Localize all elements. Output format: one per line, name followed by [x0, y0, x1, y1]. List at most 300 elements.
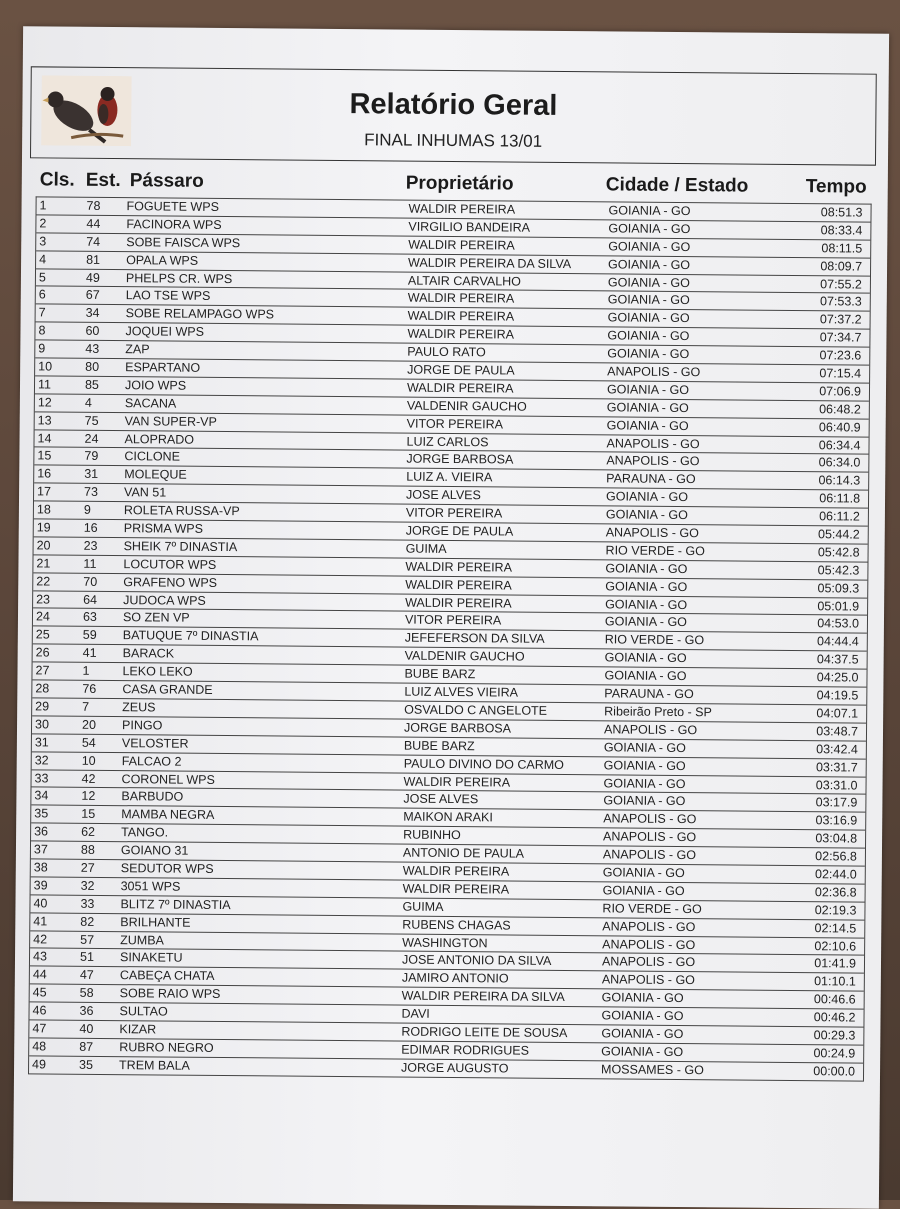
city-state-cell: GOIANIA - GO: [606, 418, 689, 433]
est-cell: 24: [84, 431, 99, 446]
bird-name-cell: VAN SUPER-VP: [124, 413, 217, 429]
time-cell: 06:48.2: [819, 402, 861, 417]
time-cell: 07:37.2: [819, 312, 862, 327]
time-cell: 06:11.8: [819, 491, 861, 506]
est-cell: 44: [86, 216, 101, 231]
cls-cell: 28: [35, 681, 50, 696]
owner-cell: RODRIGO LEITE DE SOUSA: [401, 1024, 568, 1040]
owner-cell: RUBINHO: [403, 827, 461, 843]
bird-name-cell: PRISMA WPS: [123, 521, 204, 536]
cls-cell: 8: [38, 323, 46, 338]
est-cell: 43: [85, 341, 100, 357]
cls-cell: 29: [35, 699, 50, 714]
cls-cell: 26: [35, 645, 50, 660]
cls-cell: 6: [38, 287, 46, 302]
owner-cell: VITOR PEREIRA: [406, 416, 504, 432]
time-cell: 05:44.2: [817, 527, 860, 542]
time-cell: 02:19.3: [814, 902, 857, 918]
bird-name-cell: MAMBA NEGRA: [121, 807, 215, 823]
city-state-cell: GOIANIA - GO: [607, 346, 690, 362]
city-state-cell: GOIANIA - GO: [605, 596, 688, 612]
time-cell: 02:10.6: [814, 938, 857, 954]
cls-cell: 43: [32, 949, 47, 964]
est-cell: 74: [86, 234, 101, 249]
owner-cell: JORGE DE PAULA: [405, 523, 514, 539]
owner-cell: WALDIR PEREIRA: [407, 326, 515, 342]
time-cell: 02:14.5: [814, 920, 857, 936]
owner-cell: ANTONIO DE PAULA: [402, 845, 525, 861]
bird-name-cell: BARBUDO: [121, 789, 184, 805]
cls-cell: 9: [38, 341, 46, 356]
est-cell: 54: [81, 735, 96, 750]
time-cell: 05:42.3: [817, 563, 860, 578]
bird-name-cell: BLITZ 7º DINASTIA: [120, 896, 231, 912]
est-cell: 23: [83, 538, 98, 553]
owner-cell: WALDIR PEREIRA: [405, 595, 512, 611]
bird-name-cell: ESPARTANO: [125, 360, 201, 375]
cls-cell: 15: [37, 448, 52, 463]
bird-name-cell: PHELPS CR. WPS: [125, 270, 233, 286]
report-subtitle: FINAL INHUMAS 13/01: [364, 130, 543, 151]
owner-cell: WALDIR PEREIRA: [406, 380, 514, 396]
est-cell: 80: [85, 359, 100, 374]
city-state-cell: ANAPOLIS - GO: [601, 954, 696, 970]
column-header-cls: Cls.: [39, 169, 75, 191]
bird-name-cell: ZAP: [125, 342, 150, 357]
city-state-cell: GOIANIA - GO: [605, 579, 688, 594]
cls-cell: 3: [39, 234, 47, 249]
time-cell: 00:24.9: [813, 1046, 856, 1061]
bird-name-cell: SOBE RELAMPAGO WPS: [125, 306, 275, 322]
cls-cell: 13: [37, 413, 52, 428]
report-header: [30, 66, 877, 165]
city-state-cell: GOIANIA - GO: [605, 507, 688, 523]
time-cell: 04:07.1: [816, 706, 859, 721]
time-cell: 03:16.9: [815, 813, 858, 828]
owner-cell: JOSE ANTONIO DA SILVA: [401, 952, 552, 969]
cls-cell: 42: [33, 931, 48, 947]
cls-cell: 34: [34, 788, 49, 803]
bird-name-cell: GRAFENO WPS: [123, 574, 218, 590]
est-cell: 32: [80, 878, 95, 893]
cls-cell: 31: [34, 735, 49, 750]
owner-cell: ALTAIR CARVALHO: [407, 273, 521, 289]
est-cell: 70: [83, 574, 98, 589]
city-state-cell: GOIANIA - GO: [606, 400, 689, 415]
time-cell: 07:15.4: [819, 366, 862, 381]
est-cell: 64: [83, 592, 98, 607]
time-cell: 06:11.2: [819, 509, 860, 524]
city-state-cell: GOIANIA - GO: [603, 775, 686, 791]
owner-cell: JAMIRO ANTONIO: [401, 970, 509, 986]
cls-cell: 39: [33, 878, 48, 893]
bird-name-cell: JOIO WPS: [124, 378, 187, 393]
est-cell: 20: [81, 717, 97, 732]
time-cell: 06:40.9: [818, 419, 861, 435]
bird-name-cell: SACANA: [124, 395, 177, 411]
time-cell: 00:46.6: [813, 992, 856, 1007]
cls-cell: 44: [32, 967, 47, 982]
time-cell: 02:44.0: [814, 867, 857, 882]
cls-cell: 33: [34, 770, 49, 785]
bird-name-cell: LOCUTOR WPS: [123, 556, 217, 572]
bird-name-cell: SHEIK 7º DINASTIA: [123, 539, 238, 555]
owner-cell: LUIZ A. VIEIRA: [406, 469, 493, 485]
time-cell: 07:53.3: [819, 294, 862, 310]
bird-name-cell: SOBE RAIO WPS: [119, 986, 221, 1002]
est-cell: 51: [79, 950, 94, 965]
est-cell: 79: [84, 449, 99, 464]
city-state-cell: ANAPOLIS - GO: [606, 435, 700, 451]
est-cell: 7: [82, 699, 90, 714]
est-cell: 62: [81, 824, 96, 840]
cls-cell: 4: [39, 252, 47, 267]
bird-name-cell: CASA GRANDE: [122, 682, 213, 697]
owner-cell: VIRGILIO BANDEIRA: [408, 219, 531, 235]
city-state-cell: GOIANIA - GO: [603, 757, 686, 773]
est-cell: 63: [82, 610, 97, 625]
city-state-cell: GOIANIA - GO: [601, 990, 684, 1006]
column-header-city: Cidade / Estado: [605, 174, 749, 197]
owner-cell: RUBENS CHAGAS: [402, 917, 511, 933]
cls-cell: 18: [36, 502, 51, 517]
cls-cell: 19: [36, 520, 51, 535]
city-state-cell: PARAUNA - GO: [604, 686, 694, 702]
city-state-cell: GOIANIA - GO: [604, 650, 687, 666]
bird-name-cell: KIZAR: [119, 1022, 157, 1037]
bird-name-cell: FALCAO 2: [121, 753, 182, 769]
city-state-cell: GOIANIA - GO: [604, 668, 687, 684]
owner-cell: PAULO DIVINO DO CARMO: [403, 756, 565, 772]
time-cell: 06:34.4: [818, 437, 861, 453]
est-cell: 4: [84, 395, 92, 410]
city-state-cell: GOIANIA - GO: [607, 328, 690, 344]
cls-cell: 38: [33, 860, 48, 875]
cls-cell: 35: [34, 806, 49, 821]
report-title: Relatório Geral: [349, 88, 558, 122]
bird-name-cell: SOBE FAISCA WPS: [126, 234, 241, 250]
est-cell: 35: [79, 1057, 94, 1072]
city-state-cell: GOIANIA - GO: [602, 883, 685, 898]
city-state-cell: GOIANIA - GO: [606, 382, 690, 397]
time-cell: 07:23.6: [819, 348, 862, 363]
column-header-est: Est.: [85, 169, 121, 192]
city-state-cell: ANAPOLIS - GO: [606, 453, 700, 469]
city-state-cell: MOSSAMES - GO: [601, 1062, 704, 1077]
est-cell: 87: [79, 1039, 94, 1054]
city-state-cell: GOIANIA - GO: [607, 274, 690, 290]
city-state-cell: GOIANIA - GO: [605, 489, 689, 505]
est-cell: 75: [84, 413, 99, 428]
bird-name-cell: CORONEL WPS: [121, 771, 215, 787]
bird-name-cell: MOLEQUE: [124, 467, 187, 483]
time-cell: 03:42.4: [816, 741, 858, 757]
owner-cell: WALDIR PEREIRA: [407, 308, 515, 324]
city-state-cell: GOIANIA - GO: [608, 203, 691, 219]
bird-name-cell: CABEÇA CHATA: [119, 968, 215, 984]
owner-cell: WALDIR PEREIRA: [403, 774, 511, 790]
est-cell: 9: [83, 502, 91, 517]
time-cell: 03:31.0: [815, 777, 858, 793]
bird-name-cell: SINAKETU: [119, 950, 183, 966]
est-cell: 88: [80, 842, 95, 857]
owner-cell: GUIMA: [405, 541, 447, 556]
city-state-cell: PARAUNA - GO: [606, 471, 696, 487]
cls-cell: 36: [34, 824, 49, 839]
owner-cell: JORGE DE PAULA: [407, 362, 515, 378]
cls-cell: 11: [37, 377, 52, 392]
cls-cell: 5: [38, 269, 46, 285]
owner-cell: VALDENIR GAUCHO: [404, 648, 525, 664]
city-state-cell: GOIANIA - GO: [601, 1008, 684, 1024]
city-state-cell: GOIANIA - GO: [608, 239, 691, 254]
column-header-owner: Proprietário: [405, 172, 514, 195]
city-state-cell: GOIANIA - GO: [607, 292, 690, 308]
time-cell: 06:34.0: [818, 455, 861, 471]
city-state-cell: GOIANIA - GO: [601, 1026, 684, 1042]
bird-name-cell: TANGO.: [121, 825, 169, 840]
cls-cell: 40: [33, 896, 48, 911]
bird-name-cell: BRILHANTE: [120, 914, 191, 930]
est-cell: 31: [84, 467, 99, 482]
city-state-cell: ANAPOLIS - GO: [602, 918, 696, 934]
time-cell: 04:37.5: [816, 652, 859, 667]
city-state-cell: ANAPOLIS - GO: [605, 525, 699, 541]
cls-cell: 48: [32, 1039, 47, 1054]
est-cell: 49: [85, 270, 100, 285]
bird-name-cell: SO ZEN VP: [122, 610, 190, 626]
city-state-cell: ANAPOLIS - GO: [607, 364, 701, 380]
est-cell: 40: [79, 1021, 94, 1036]
owner-cell: LUIZ ALVES VIEIRA: [404, 684, 519, 700]
cls-cell: 24: [35, 609, 50, 624]
cls-cell: 45: [32, 985, 47, 1000]
city-state-cell: GOIANIA - GO: [602, 865, 685, 881]
time-cell: 06:14.3: [818, 473, 861, 488]
bird-name-cell: RUBRO NEGRO: [119, 1039, 214, 1055]
owner-cell: WALDIR PEREIRA: [402, 881, 510, 897]
bird-name-cell: FOGUETE WPS: [126, 199, 220, 214]
time-cell: 00:46.2: [813, 1010, 856, 1025]
cls-cell: 22: [36, 574, 51, 589]
owner-cell: WALDIR PEREIRA: [405, 559, 513, 575]
time-cell: 01:10.1: [814, 974, 856, 989]
time-cell: 08:11.5: [821, 241, 863, 256]
bird-name-cell: CICLONE: [124, 449, 181, 465]
est-cell: 81: [86, 252, 101, 267]
time-cell: 04:25.0: [816, 670, 859, 685]
city-state-cell: GOIANIA - GO: [601, 1044, 684, 1059]
time-cell: 04:53.0: [817, 616, 860, 632]
city-state-cell: GOIANIA - GO: [603, 740, 686, 755]
owner-cell: JORGE BARBOSA: [403, 720, 512, 736]
cls-cell: 10: [38, 359, 53, 374]
city-state-cell: GOIANIA - GO: [608, 257, 691, 272]
owner-cell: VITOR PEREIRA: [405, 505, 503, 521]
owner-cell: WALDIR PEREIRA DA SILVA: [408, 255, 572, 271]
bird-name-cell: BARACK: [122, 646, 175, 661]
city-state-cell: ANAPOLIS - GO: [602, 936, 696, 952]
owner-cell: BUBE BARZ: [404, 666, 476, 682]
cls-cell: 2: [39, 216, 47, 231]
est-cell: 34: [85, 306, 100, 321]
cls-cell: 32: [34, 752, 49, 768]
time-cell: 07:55.2: [820, 276, 862, 292]
time-cell: 05:09.3: [817, 580, 860, 596]
owner-cell: GUIMA: [402, 899, 444, 914]
owner-cell: OSVALDO C ANGELOTE: [404, 702, 548, 718]
cls-cell: 41: [33, 913, 48, 929]
bird-name-cell: SULTAO: [119, 1004, 168, 1019]
bird-name-cell: OPALA WPS: [126, 252, 199, 268]
est-cell: 76: [82, 681, 97, 696]
column-header-bird: Pássaro: [129, 170, 204, 192]
time-cell: 03:48.7: [816, 724, 859, 739]
cls-cell: 37: [33, 842, 48, 857]
city-state-cell: ANAPOLIS - GO: [602, 847, 697, 863]
time-cell: 02:56.8: [815, 849, 857, 864]
est-cell: 59: [82, 628, 97, 643]
bird-name-cell: VELOSTER: [121, 735, 189, 751]
time-cell: 03:04.8: [815, 831, 858, 846]
cls-cell: 17: [37, 484, 52, 499]
est-cell: 15: [81, 807, 96, 822]
bird-name-cell: FACINORA WPS: [126, 217, 222, 232]
est-cell: 57: [80, 932, 95, 947]
time-cell: 04:44.4: [817, 634, 859, 649]
est-cell: 60: [85, 324, 100, 339]
city-state-cell: GOIANIA - GO: [603, 793, 686, 809]
owner-cell: VALDENIR GAUCHO: [406, 398, 527, 414]
est-cell: 58: [79, 985, 94, 1001]
owner-cell: WALDIR PEREIRA: [408, 237, 515, 253]
bird-name-cell: GOIANO 31: [120, 843, 189, 858]
owner-cell: WALDIR PEREIRA DA SILVA: [401, 988, 565, 1005]
city-state-cell: GOIANIA - GO: [608, 221, 691, 236]
est-cell: 42: [81, 771, 96, 786]
owner-cell: WALDIR PEREIRA: [408, 201, 516, 217]
owner-cell: DAVI: [401, 1006, 430, 1021]
time-cell: 08:51.3: [820, 205, 863, 220]
owner-cell: JOSE ALVES: [406, 487, 481, 503]
owner-cell: WALDIR PEREIRA: [405, 577, 512, 593]
est-cell: 47: [79, 968, 94, 983]
time-cell: 00:29.3: [813, 1028, 856, 1043]
time-cell: 02:36.8: [814, 885, 857, 900]
bird-name-cell: PINGO: [121, 717, 163, 733]
cls-cell: 14: [37, 430, 52, 446]
time-cell: 07:34.7: [819, 330, 862, 345]
cls-cell: 21: [36, 556, 51, 571]
est-cell: 41: [82, 646, 97, 661]
time-cell: 04:19.5: [816, 688, 859, 703]
city-state-cell: ANAPOLIS - GO: [603, 811, 697, 827]
owner-cell: JORGE AUGUSTO: [401, 1060, 509, 1076]
time-cell: 03:31.7: [815, 759, 858, 775]
paper-sheet: [13, 26, 889, 1209]
est-cell: 16: [83, 520, 98, 535]
est-cell: 12: [81, 789, 96, 804]
cls-cell: 23: [36, 591, 51, 607]
owner-cell: LUIZ CARLOS: [406, 434, 489, 449]
bird-name-cell: ZUMBA: [120, 932, 164, 948]
time-cell: 08:09.7: [820, 258, 863, 274]
bird-name-cell: 3051 WPS: [120, 878, 181, 894]
est-cell: 67: [85, 288, 100, 303]
bird-name-cell: ALOPRADO: [124, 431, 195, 447]
bird-name-cell: LEKO LEKO: [122, 664, 193, 679]
cls-cell: 27: [35, 663, 50, 678]
est-cell: 73: [84, 485, 99, 500]
cls-cell: 46: [32, 1003, 47, 1018]
cls-cell: 16: [37, 466, 52, 481]
est-cell: 36: [79, 1003, 94, 1018]
est-cell: 27: [80, 860, 95, 875]
owner-cell: WALDIR PEREIRA: [402, 863, 510, 879]
cls-cell: 1: [39, 198, 47, 213]
city-state-cell: RIO VERDE - GO: [604, 632, 705, 648]
owner-cell: VITOR PEREIRA: [404, 613, 502, 628]
cls-cell: 47: [32, 1021, 47, 1036]
city-state-cell: ANAPOLIS - GO: [601, 972, 695, 988]
bird-name-cell: VAN 51: [124, 485, 167, 500]
est-cell: 1: [82, 663, 90, 679]
owner-cell: MAIKON ARAKI: [403, 809, 493, 825]
est-cell: 82: [80, 914, 95, 929]
owner-cell: PAULO RATO: [407, 344, 486, 360]
bird-name-cell: SEDUTOR WPS: [120, 861, 214, 876]
cls-cell: 25: [35, 627, 50, 642]
city-state-cell: GOIANIA - GO: [604, 614, 687, 630]
time-cell: 01:41.9: [814, 956, 857, 971]
time-cell: 03:17.9: [815, 795, 858, 810]
time-cell: 07:06.9: [819, 384, 862, 399]
city-state-cell: RIO VERDE - GO: [602, 901, 702, 916]
bird-name-cell: TREM BALA: [119, 1057, 191, 1073]
est-cell: 85: [84, 377, 99, 392]
bird-name-cell: JUDOCA WPS: [123, 592, 206, 608]
city-state-cell: RIO VERDE - GO: [605, 543, 705, 559]
owner-cell: JORGE BARBOSA: [406, 452, 514, 468]
cls-cell: 12: [37, 395, 52, 410]
est-cell: 10: [81, 753, 96, 768]
bird-name-cell: LAO TSE WPS: [125, 288, 211, 304]
city-state-cell: GOIANIA - GO: [607, 310, 690, 326]
owner-cell: JEFEFERSON DA SILVA: [404, 630, 545, 647]
column-header-time: Tempo: [805, 176, 867, 198]
est-cell: 33: [80, 896, 95, 911]
time-cell: 08:33.4: [820, 223, 863, 238]
cls-cell: 49: [32, 1057, 47, 1072]
time-cell: 00:00.0: [813, 1063, 856, 1079]
owner-cell: WASHINGTON: [402, 935, 488, 950]
bird-name-cell: BATUQUE 7º DINASTIA: [122, 628, 259, 644]
bird-name-cell: JOQUEI WPS: [125, 324, 205, 340]
city-state-cell: GOIANIA - GO: [605, 561, 688, 576]
cls-cell: 30: [34, 717, 50, 732]
time-cell: 05:42.8: [817, 545, 860, 560]
time-cell: 05:01.9: [817, 598, 860, 614]
city-state-cell: ANAPOLIS - GO: [603, 722, 698, 737]
bird-name-cell: ZEUS: [122, 700, 156, 715]
est-cell: 78: [86, 198, 101, 213]
cls-cell: 20: [36, 538, 51, 553]
owner-cell: EDIMAR RODRIGUES: [401, 1042, 530, 1058]
est-cell: 11: [83, 556, 97, 571]
owner-cell: BUBE BARZ: [403, 738, 475, 753]
results-table: [28, 196, 872, 1081]
city-state-cell: ANAPOLIS - GO: [603, 829, 697, 845]
